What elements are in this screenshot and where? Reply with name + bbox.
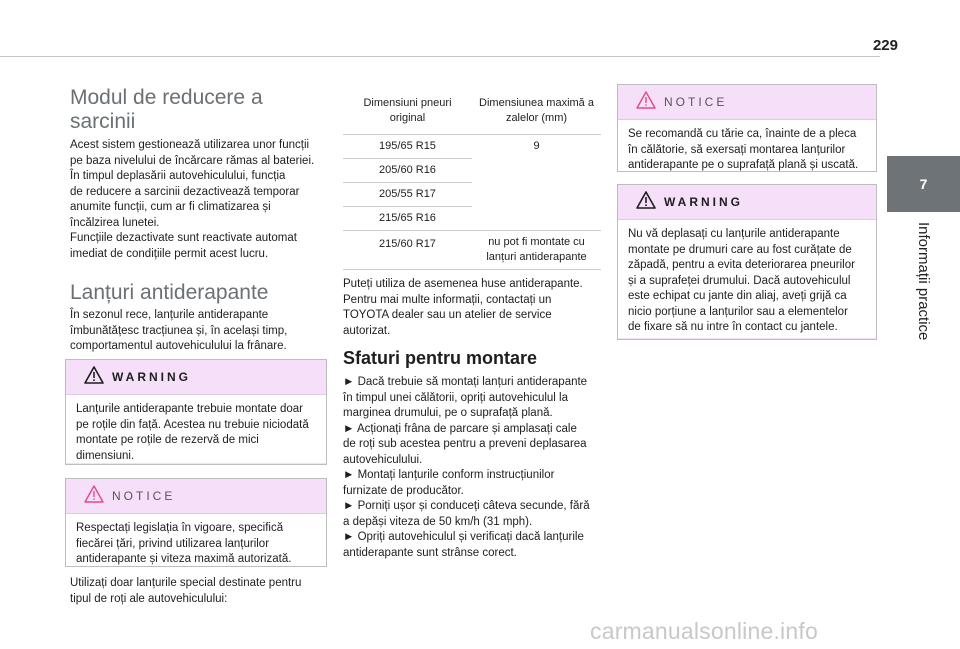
chapter-tab[interactable]: 7 [887, 156, 960, 212]
table-header-link-size: Dimensiunea maximă a zalelor (mm) [472, 90, 601, 135]
notice-title: NOTICE [112, 489, 176, 503]
chapter-title [887, 222, 960, 352]
page-number: 229 [872, 37, 898, 54]
table-row [343, 135, 601, 159]
mounting-steps: ► Dacă trebuie să montați lanțuri antiderapante în timpul unei călătorii, opriți autovehiculul la marginea drumului, pe o suprafață plană. ► Acționați frâna de parcare și amplasați cale de roți sub acestea pentru a preveni deplasarea autovehiculului. ► Montați lanțurile conform instrucțiunilor furnizate de producător. ► Porniți ușor și conduceți câteva secunde, fără a depăși viteza de 50 km/h (31 mph). ► Opriți autovehiculul și verificați dacă lanțurile antiderapante sunt strânse corect. [343, 376, 590, 559]
table-row [343, 231, 601, 270]
notice-triangle-icon [636, 91, 656, 114]
table-cell-size: 205/60 R16 [343, 159, 472, 183]
notice-title: NOTICE [664, 95, 728, 109]
notice-triangle-icon [84, 485, 104, 508]
notice-header [66, 479, 326, 513]
table-cell-size: 205/55 R17 [343, 183, 472, 207]
warning-box-cleared-roads [617, 184, 877, 340]
warning-header [618, 185, 876, 219]
notice-text: Respectați legislația în vigoare, specifică fiecărei țări, privind utilizarea lanțurilor antiderapante și viteza maximă autorizată. [66, 513, 326, 566]
table-cell-size: 195/65 R15 [343, 135, 472, 159]
table-cell-size: 215/60 R17 [343, 231, 472, 270]
warning-box-front-wheels [65, 359, 327, 465]
watermark: carmanualsonline.info [590, 618, 818, 644]
para-snow-chains: În sezonul rece, lanțurile antiderapante îmbunătățesc tracțiunea și, în același timp, comportamentul autovehiculului la frânare. [70, 309, 288, 352]
table-cell-not-allowed: nu pot fi montate cu lanțuri antiderapante [472, 231, 601, 270]
warning-text: Lanțurile antiderapante trebuie montate doar pe roțile din față. Acestea nu trebuie niciodată montate pe roțile de rezervă de mici dimensiuni. [66, 394, 326, 463]
left-column [70, 86, 330, 134]
warning-title: WARNING [112, 370, 191, 384]
notice-box-legislation [65, 478, 327, 567]
heading-load-reduction: Modul de reducere a sarcinii [70, 86, 263, 133]
notice-box-practice [617, 84, 877, 172]
tire-size-table [343, 90, 601, 270]
heading-mounting-tips: Sfaturi pentru montare [343, 348, 538, 368]
heading-snow-chains: Lanțuri antiderapante [70, 281, 269, 304]
table-cell-size: 215/65 R16 [343, 207, 472, 231]
table-cell-link-9: 9 [472, 135, 601, 231]
para-load-reduction: Acest sistem gestionează utilizarea unor funcții pe baza nivelului de încărcare rămas al bateriei. În timpul deplasării autovehiculului, funcția de reducere a sarcinii dezactivează temporar anumite funcții, cum ar fi climatizarea și încălzirea lunetei. Funcțiile dezactivate sunt reactivate automat imediat de condițiile permit acest lucru. [70, 139, 315, 260]
para-antiskid-covers: Puteți utiliza de asemenea huse antiderapante. Pentru mai multe informații, contactați un TOYOTA dealer sau un atelier de service autorizat. [343, 278, 583, 337]
header-divider [0, 56, 880, 57]
notice-header [618, 85, 876, 119]
warning-triangle-icon [84, 366, 104, 389]
warning-triangle-icon [636, 191, 656, 214]
notice-text: Se recomandă cu tărie ca, înainte de a pleca în călătorie, să exersați montarea lanțurilor antiderapante pe o suprafață plană și uscată. [618, 119, 876, 171]
chapter-title-text: Informații practice [915, 222, 932, 341]
warning-header [66, 360, 326, 394]
warning-title: WARNING [664, 195, 743, 209]
para-special-chains: Utilizați doar lanțurile special destinate pentru tipul de roți ale autovehiculului: [70, 577, 302, 605]
warning-text: Nu vă deplasați cu lanțurile antiderapante montate pe drumuri care au fost curățate de zăpadă, pentru a evita deteriorarea pneurilor și a suprafeței drumului. Dacă autovehiculul este echipat cu jante din aliaj, aveți grijă ca nicio porțiune a lanțurilor sau a elementelor de fixare să nu intre în contact cu jantele. [618, 219, 876, 338]
table-header-tire-size: Dimensiuni pneuri original [343, 90, 472, 135]
